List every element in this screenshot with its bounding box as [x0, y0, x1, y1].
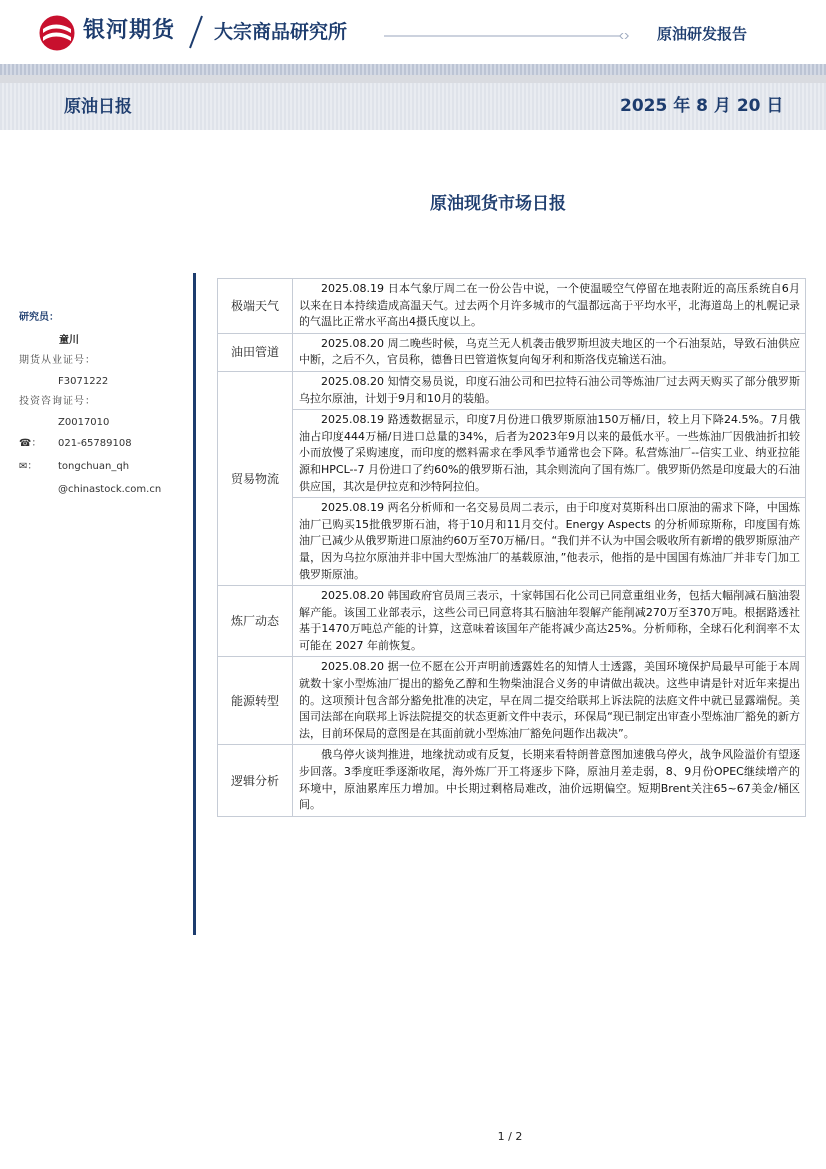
header-gray-band — [0, 75, 826, 83]
invest-cert-label: 投资咨询证号： — [19, 396, 96, 407]
news-cell: 2025.08.19 日本气象厅周二在一份公告中说，一个使温暖空气停留在地表附近的高压系统自6月以来在日本持续造成高温天气。过去两个月许多城市的气温都远高于平均水平，北海道岛上的札幌记录的气温比正常水平高出4摄氏度以上。 — [293, 279, 806, 334]
daily-report-label: 原油日报 — [64, 97, 132, 117]
futures-cert-number: F3071222 — [58, 376, 109, 387]
phone-number: 021-65789108 — [58, 438, 132, 449]
table-row — [218, 371, 806, 409]
header-decorative-line — [384, 33, 630, 39]
company-logo-icon — [37, 13, 77, 53]
document-title: 原油现货市场日报 — [430, 194, 566, 214]
news-cell: 2025.08.19 路透数据显示，印度7月份进口俄罗斯原油150万桶/日，较上月下降24.5%。7月俄油占印度444万桶/日进口总量的34%，后者为2023年9月以来的最低水平。一些炼油厂因俄油折扣较小而放慢了采购速度，而印度的燃料需求在季风季节通常也会下降。私营炼油厂--信实工业、纳亚拉能源和HPCL--7 月份进口了约60%的俄罗斯石油，其余则流向了国有炼厂。俄罗斯仍然是印度最大的石油供应国，其次是伊拉克和沙特阿拉伯。 — [293, 410, 806, 498]
news-cell: 2025.08.19 两名分析师和一名交易员周二表示，由于印度对莫斯科出口原油的需求下降，中国炼油厂已购买15批俄罗斯石油，将于10月和11月交付。Energy Aspects 的分析师琼斯称，印度国有炼油厂已减少从俄罗斯进口原油约60万至70万桶/日。“我们并不认为中国会吸收所有新增的俄罗斯原油产量，因为乌拉尔原油并非中国大型炼油厂的基载原油，”他表示，他指的是中国国有炼油厂并非专门加工俄罗斯原油。 — [293, 498, 806, 586]
news-cell: 2025.08.20 周二晚些时候，乌克兰无人机袭击俄罗斯坦波夫地区的一个石油泵站，导致石油供应中断，之后不久，官员称，德鲁日巴管道恢复向匈牙利和斯洛伐克输送石油。 — [293, 333, 806, 371]
email-icon: ✉： — [19, 461, 38, 472]
email-row — [19, 460, 189, 476]
news-cell: 2025.08.20 韩国政府官员周三表示，十家韩国石化公司已同意重组业务，包括大幅削减石脑油裂解产能。该国工业部表示，这些公司已同意将其石脑油年裂解产能削减270万至370万吨。根据路透社基于1470万吨总产能的计算，这意味着该国年产能将减少高达25%。分析师称，全球石化利润率不太可能在 2027 年前恢复。 — [293, 586, 806, 657]
table-row — [218, 279, 806, 334]
category-cell: 极端天气 — [218, 279, 293, 334]
report-type: 原油研发报告 — [657, 25, 748, 43]
sidebar-divider — [193, 273, 196, 935]
phone-icon: ☎： — [19, 438, 42, 449]
institute-name: 大宗商品研究所 — [214, 21, 348, 43]
category-cell: 贸易物流 — [218, 371, 293, 585]
page-number: 1 / 2 — [497, 1130, 523, 1143]
table-row — [218, 657, 806, 745]
category-cell: 能源转型 — [218, 657, 293, 745]
news-table — [217, 278, 806, 817]
news-cell: 2025.08.20 知情交易员说，印度石油公司和巴拉特石油公司等炼油厂过去两天购买了部分俄罗斯乌拉尔原油，计划于9月和10月的装船。 — [293, 371, 806, 409]
futures-cert-label: 期货从业证号： — [19, 355, 96, 366]
researcher-label: 研究员： — [19, 312, 59, 323]
email-line-2[interactable]: @chinastock.com.cn — [58, 484, 162, 495]
news-cell: 2025.08.20 据一位不愿在公开声明前透露姓名的知情人士透露，美国环境保护局最早可能于本周就数十家小型炼油厂提出的豁免乙醇和生物柴油混合义务的申请做出裁决。这些申请是针对近年来提出的。这项预计包含部分豁免批准的决定，早在周二提交给联邦上诉法院的法庭文件中就已显露端倪。美国司法部在向联邦上诉法院提交的状态更新文件中表示，环保局“现已制定出审查小型炼油厂豁免的新方法，目前环保局的意图是在其面前就小型炼油厂豁免问题作出裁决”。 — [293, 657, 806, 745]
email-line-1[interactable]: tongchuan_qh — [58, 461, 130, 472]
invest-cert-number: Z0017010 — [58, 417, 110, 428]
category-cell: 油田管道 — [218, 333, 293, 371]
company-name: 银河期货 — [83, 18, 176, 43]
table-row — [218, 410, 806, 498]
category-cell: 炼厂动态 — [218, 586, 293, 657]
table-row — [218, 498, 806, 586]
header-stripe — [0, 64, 826, 75]
researcher-name: 童川 — [59, 335, 79, 346]
phone-row — [19, 437, 189, 453]
report-date: 2025 年 8 月 20 日 — [620, 96, 784, 116]
table-row — [218, 745, 806, 816]
table-row — [218, 333, 806, 371]
table-row — [218, 586, 806, 657]
category-cell: 逻辑分析 — [218, 745, 293, 816]
header-divider-slash — [186, 12, 206, 52]
news-cell: 俄乌停火谈判推进，地缘扰动或有反复，长期来看特朗普意图加速俄乌停火，战争风险溢价有望逐步回落。3季度旺季逐渐收尾，海外炼厂开工将逐步下降，原油月差走弱，8、9月份OPEC继续增产的环境中，原油累库压力增加。中长期过剩格局难改，油价远期偏空。短期Brent关注65~67美金/桶区间。 — [293, 745, 806, 816]
researcher-sidebar — [19, 311, 189, 497]
